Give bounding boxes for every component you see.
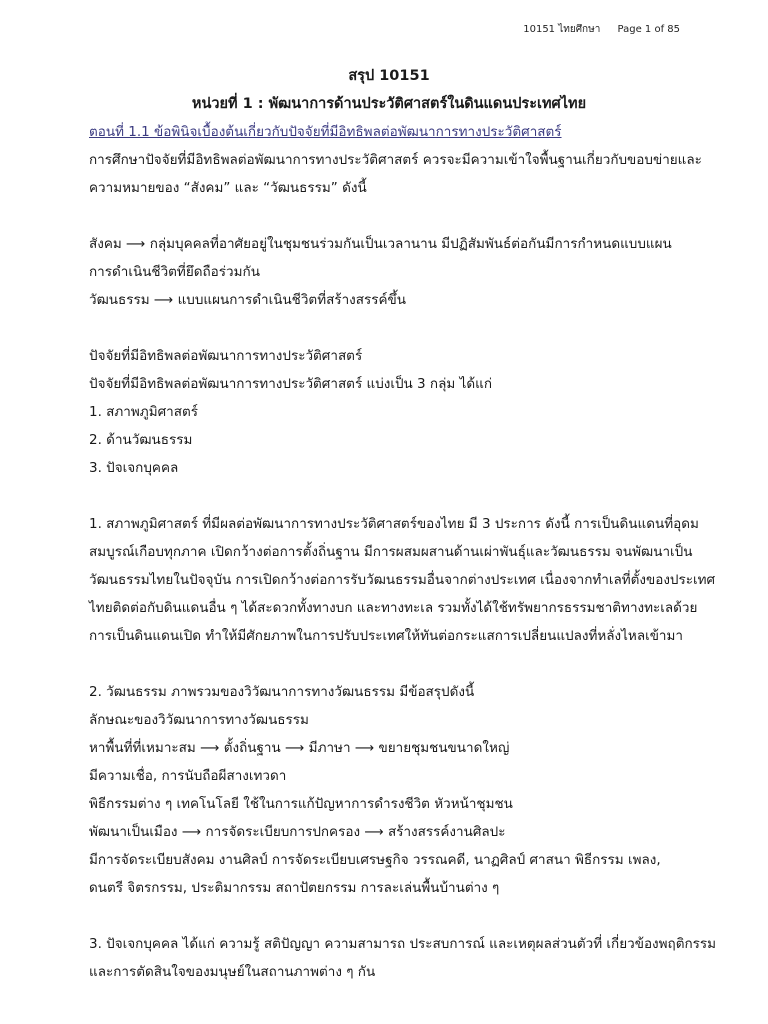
- culture-line: หาพื้นที่ที่เหมาะสม ⟶ ตั้งถิ่นฐาน ⟶ มีภาษา ⟶ ขยายชุมชนขนาดใหญ่: [89, 740, 510, 756]
- paragraph-gap: [89, 650, 689, 678]
- factors-heading: ปัจจัยที่มีอิทธิพลต่อพัฒนาการทางประวัติศาสตร์: [89, 348, 363, 364]
- culture-heading: 2. วัฒนธรรม ภาพรวมของวิวัฒนาการทางวัฒนธรรม มีข้อสรุปดังนี้: [89, 684, 475, 700]
- intro-line: ความหมายของ “สังคม” และ “วัฒนธรรม” ดังนี้: [89, 180, 367, 196]
- individual-line: และการตัดสินใจของมนุษย์ในสถานภาพต่าง ๆ กัน: [89, 964, 376, 980]
- culture-line: ดนตรี จิตรกรรม, ประติมากรรม สถาปัตยกรรม การละเล่นพื้นบ้านต่าง ๆ: [89, 880, 500, 896]
- summary-title: สรุป 10151: [348, 68, 430, 84]
- document-body: [89, 62, 717, 986]
- paragraph-gap: [89, 482, 689, 510]
- geography-line: ไทยติดต่อกับดินแดนอื่น ๆ ได้สะดวกทั้งทางบก และทางทะเล รวมทั้งได้ใช้ทรัพยากรธรรมชาติทางทะเลด้วย: [89, 600, 698, 616]
- definition-society-cont: การดำเนินชีวิตที่ยึดถือร่วมกัน: [89, 264, 260, 280]
- geography-line: วัฒนธรรมไทยในปัจจุบัน การเปิดกว้างต่อการรับวัฒนธรรมอื่นจากต่างประเทศ เนื่องจากทำเลที่ตั้งของประเทศ: [89, 572, 716, 588]
- unit-title: หน่วยที่ 1 : พัฒนาการด้านประวัติศาสตร์ในดินแดนประเทศไทย: [191, 96, 587, 112]
- geography-line: สมบูรณ์เกือบทุกภาค เปิดกว้างต่อการตั้งถิ่นฐาน มีการผสมผสานด้านเผ่าพันธุ์และวัฒนธรรม จนพัฒนาเป็น: [89, 544, 693, 560]
- definition-culture: วัฒนธรรม ⟶ แบบแผนการดำเนินชีวิตที่สร้างสรรค์ขึ้น: [89, 292, 406, 308]
- culture-line: มีการจัดระเบียบสังคม งานศิลป์ การจัดระเบียบเศรษฐกิจ วรรณคดี, นาฏศิลป์ ศาสนา พิธีกรรม เพลง,: [89, 852, 661, 868]
- culture-line: พิธีกรรมต่าง ๆ เทคโนโลยี ใช้ในการแก้ปัญหาการดำรงชีวิต หัวหน้าชุมชน: [89, 796, 513, 812]
- intro-line: การศึกษาปัจจัยที่มีอิทธิพลต่อพัฒนาการทางประวัติศาสตร์ ควรจะมีความเข้าใจพื้นฐานเกี่ยวกับขอบข่ายและ: [89, 152, 702, 168]
- geography-line: การเป็นดินแดนเปิด ทำให้มีศักยภาพในการปรับประเทศให้ทันต่อกระแสการเปลี่ยนแปลงที่หลั่งไหลเข้ามา: [89, 628, 683, 644]
- paragraph-gap: [89, 202, 689, 230]
- culture-line: มีความเชื่อ, การนับถือผีสางเทวดา: [89, 768, 287, 784]
- header-course-title: 10151 ไทยศึกษา: [523, 24, 601, 35]
- culture-line: พัฒนาเป็นเมือง ⟶ การจัดระเบียบการปกครอง ⟶ สร้างสรรค์งานศิลปะ: [89, 824, 506, 840]
- factor-item: 1. สภาพภูมิศาสตร์: [89, 404, 198, 420]
- section-heading-link[interactable]: ตอนที่ 1.1 ข้อพินิจเบื้องต้นเกี่ยวกับปัจจัยที่มีอิทธิพลต่อพัฒนาการทางประวัติศาสตร์: [89, 124, 562, 140]
- factors-intro: ปัจจัยที่มีอิทธิพลต่อพัฒนาการทางประวัติศาสตร์ แบ่งเป็น 3 กลุ่ม ได้แก่: [89, 376, 493, 392]
- definition-society: สังคม ⟶ กลุ่มบุคคลที่อาศัยอยู่ในชุมชนร่วมกันเป็นเวลานาน มีปฏิสัมพันธ์ต่อกันมีการกำหนดแบบแผน: [89, 236, 672, 252]
- geography-line: 1. สภาพภูมิศาสตร์ ที่มีผลต่อพัฒนาการทางประวัติศาสตร์ของไทย มี 3 ประการ ดังนี้ การเป็นดินแดนที่อุดม: [89, 516, 699, 532]
- page-number: Page 1 of 85: [617, 24, 680, 35]
- individual-line: 3. ปัจเจกบุคคล ได้แก่ ความรู้ สติปัญญา ความสามารถ ประสบการณ์ และเหตุผลส่วนตัวที่ เกี่ยวข้องพฤติกรรม: [89, 936, 717, 952]
- section-heading: [89, 118, 689, 146]
- factor-item: 2. ด้านวัฒนธรรม: [89, 432, 193, 448]
- page-header: [523, 22, 680, 37]
- paragraph-gap: [89, 314, 689, 342]
- factor-item: 3. ปัจเจกบุคคล: [89, 460, 179, 476]
- paragraph-gap: [89, 902, 689, 930]
- culture-line: ลักษณะของวิวัฒนาการทางวัฒนธรรม: [89, 712, 309, 728]
